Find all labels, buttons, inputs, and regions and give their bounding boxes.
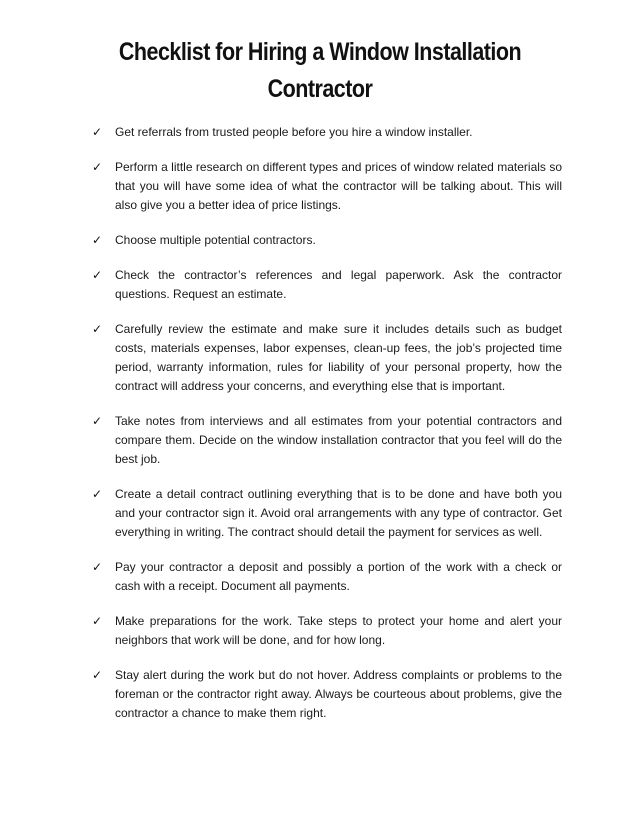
check-mark-icon: ✓ [92, 125, 103, 139]
check-mark-icon: ✓ [92, 322, 103, 336]
check-mark-icon: ✓ [92, 160, 103, 174]
list-item-text: Perform a little research on different types and prices of window related materials so that you will have some idea of what the contractor will be talking about. This will also give you a better idea of price listings. [115, 160, 562, 212]
list-item [92, 231, 562, 250]
list-item-text: Get referrals from trusted people before you hire a window installer. [115, 125, 473, 139]
list-item [92, 485, 562, 542]
list-item-text: Carefully review the estimate and make sure it includes details such as budget costs, materials expenses, labor expenses, clean-up fees, the job’s projected time period, warranty information, rules for liability of your personal property, how the contract will address your concerns, and everything else that is important. [115, 322, 562, 393]
page-title: Checklist for Hiring a Window Installation Contractor [118, 38, 522, 103]
list-item-text: Create a detail contract outlining everything that is to be done and have both you and your contractor sign it. Avoid oral arrangements with any type of contractor. Get everything in writing. The contract should detail the payment for services as well. [115, 487, 562, 539]
check-mark-icon: ✓ [92, 268, 103, 282]
list-item-text: Choose multiple potential contractors. [115, 233, 316, 247]
list-item-text: Check the contractor’s references and legal paperwork. Ask the contractor questions. Request an estimate. [115, 268, 562, 301]
check-mark-icon: ✓ [92, 487, 103, 501]
list-item [92, 412, 562, 469]
checklist [92, 123, 562, 739]
list-item-text: Stay alert during the work but do not hover. Address complaints or problems to the foreman or the contractor right away. Always be courteous about problems, give the contractor a chance to make them right. [115, 668, 562, 720]
list-item [92, 158, 562, 215]
list-item [92, 666, 562, 723]
list-item [92, 123, 562, 142]
list-item [92, 320, 562, 396]
list-item [92, 266, 562, 304]
list-item-text: Take notes from interviews and all estimates from your potential contractors and compare them. Decide on the window installation contractor that you feel will do the best job. [115, 414, 562, 466]
list-item [92, 558, 562, 596]
list-item-text: Make preparations for the work. Take steps to protect your home and alert your neighbors that work will be done, and for how long. [115, 614, 562, 647]
check-mark-icon: ✓ [92, 560, 103, 574]
list-item [92, 612, 562, 650]
check-mark-icon: ✓ [92, 233, 103, 247]
check-mark-icon: ✓ [92, 414, 103, 428]
list-item-text: Pay your contractor a deposit and possibly a portion of the work with a check or cash with a receipt. Document all payments. [115, 560, 562, 593]
check-mark-icon: ✓ [92, 668, 103, 682]
check-mark-icon: ✓ [92, 614, 103, 628]
